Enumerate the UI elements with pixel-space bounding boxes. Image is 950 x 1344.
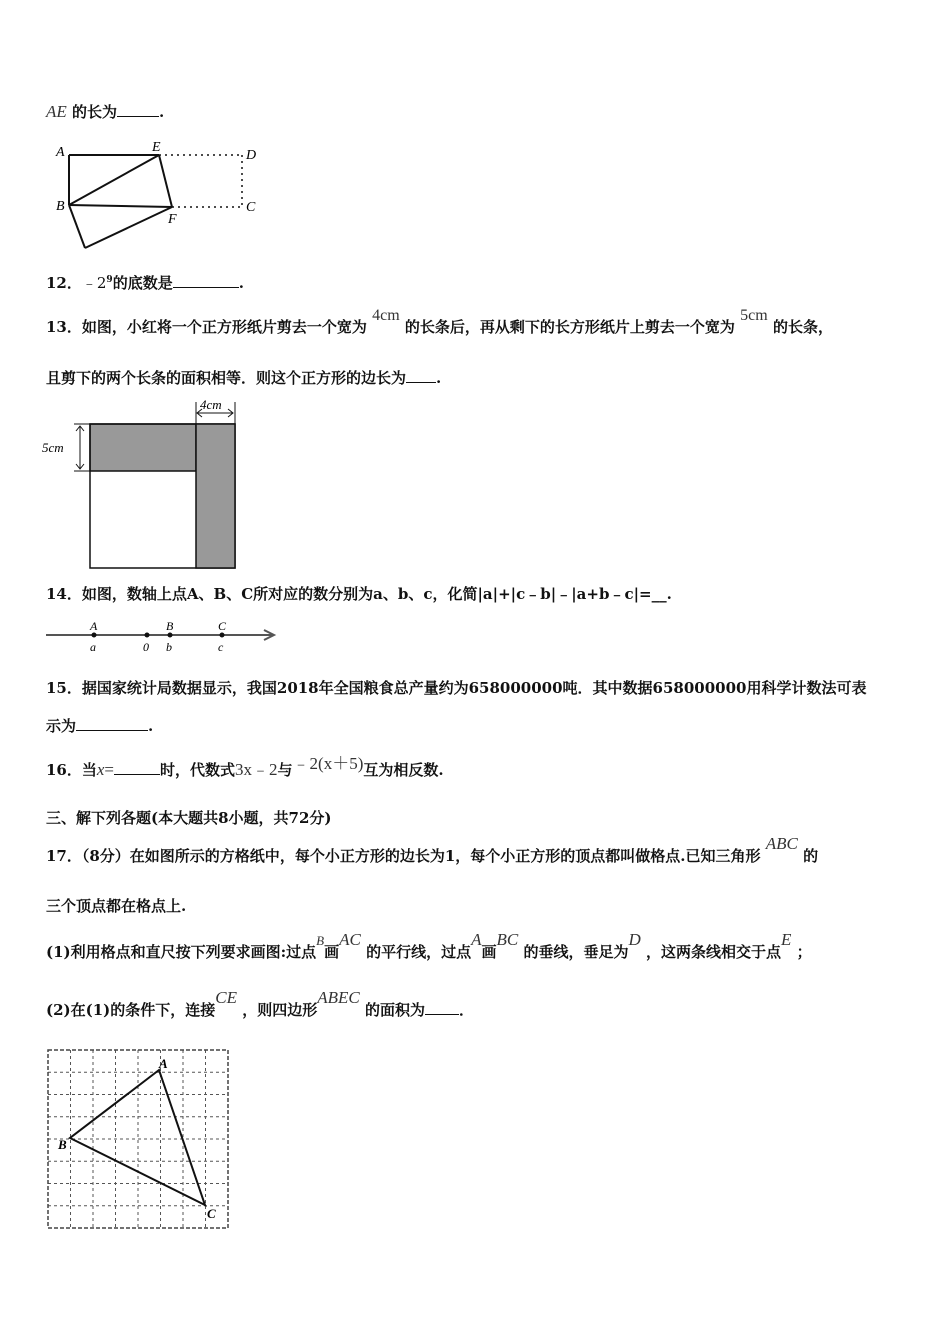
answer-blank: [406, 368, 436, 383]
point-a-lower: a: [90, 640, 96, 654]
label-d: D: [246, 148, 257, 163]
grid-label-a: A: [159, 1056, 168, 1071]
q12-text: 12．$﹣2^9$的底数是 .: [46, 274, 244, 292]
q11-figure: [44, 140, 274, 250]
label-4cm: 4cm: [200, 397, 222, 412]
section-three-heading: 三、解下列各题(本大题共8小题，共72分): [46, 809, 332, 827]
q14-number-line: [44, 618, 284, 654]
grid-label-b: B: [58, 1137, 67, 1152]
point-a-upper: A: [90, 619, 98, 633]
point-b-upper: B: [166, 619, 174, 633]
label-b: B: [56, 199, 65, 214]
point-zero: 0: [143, 640, 149, 654]
q14-text: 14．如图，数轴上点A、B、C所对应的数分别为a、b、c，化简|a|+|c﹣b|﹣|a+b﹣c|=__.: [46, 585, 672, 603]
q15-line1: 15．据国家统计局数据显示，我国2018年全国粮食总产量约为658000000吨．其中数据658000000用科学计数法可表: [46, 679, 867, 697]
answer-blank: [76, 716, 148, 731]
q11-text: AE 的长为 .: [46, 102, 165, 121]
point-c-lower: c: [218, 640, 224, 654]
var-ae: AE: [46, 102, 67, 121]
q15-line2: 示为 .: [46, 717, 154, 735]
point-b-lower: b: [166, 640, 172, 654]
label-f: F: [168, 212, 177, 227]
label-e: E: [152, 140, 161, 155]
label-c: C: [246, 200, 256, 215]
label-a: A: [56, 145, 65, 160]
q17-grid-figure: [46, 1048, 236, 1233]
q13-line2: 且剪下的两个长条的面积相等．则这个正方形的边长为 .: [46, 369, 442, 387]
q13-figure: [40, 396, 250, 571]
answer-blank: [173, 273, 239, 288]
q17-part1: (1)利用格点和直尺按下列要求画图:过点B画AC 的平行线，过点A画BC 的垂线，垂足为D ，这两条线相交于点E ；: [46, 930, 812, 961]
answer-blank: [117, 102, 159, 117]
answer-blank: [114, 760, 160, 775]
grid-label-c: C: [207, 1206, 216, 1221]
label-5cm: 5cm: [42, 440, 64, 455]
point-c-upper: C: [218, 619, 227, 633]
q17-line2: 三个顶点都在格点上.: [46, 897, 187, 915]
q13-line1: 13．如图，小红将一个正方形纸片剪去一个宽为 4cm 的长条后，再从剩下的长方形纸片上剪去一个宽为 5cm 的长条，: [46, 307, 833, 336]
q16-text: 16．当x= 时，代数式3x﹣2与﹣2(x＋5)互为相反数.: [46, 754, 444, 779]
q17-line1: 17．（8分）在如图所示的方格纸中，每个小正方形的边长为1，每个小正方形的顶点都叫做格点.已知三角形 ABC 的: [46, 834, 819, 865]
q17-part2: (2)在(1)的条件下，连接CE ，则四边形ABEC 的面积为 ．: [46, 988, 475, 1019]
answer-blank: [425, 1000, 459, 1015]
